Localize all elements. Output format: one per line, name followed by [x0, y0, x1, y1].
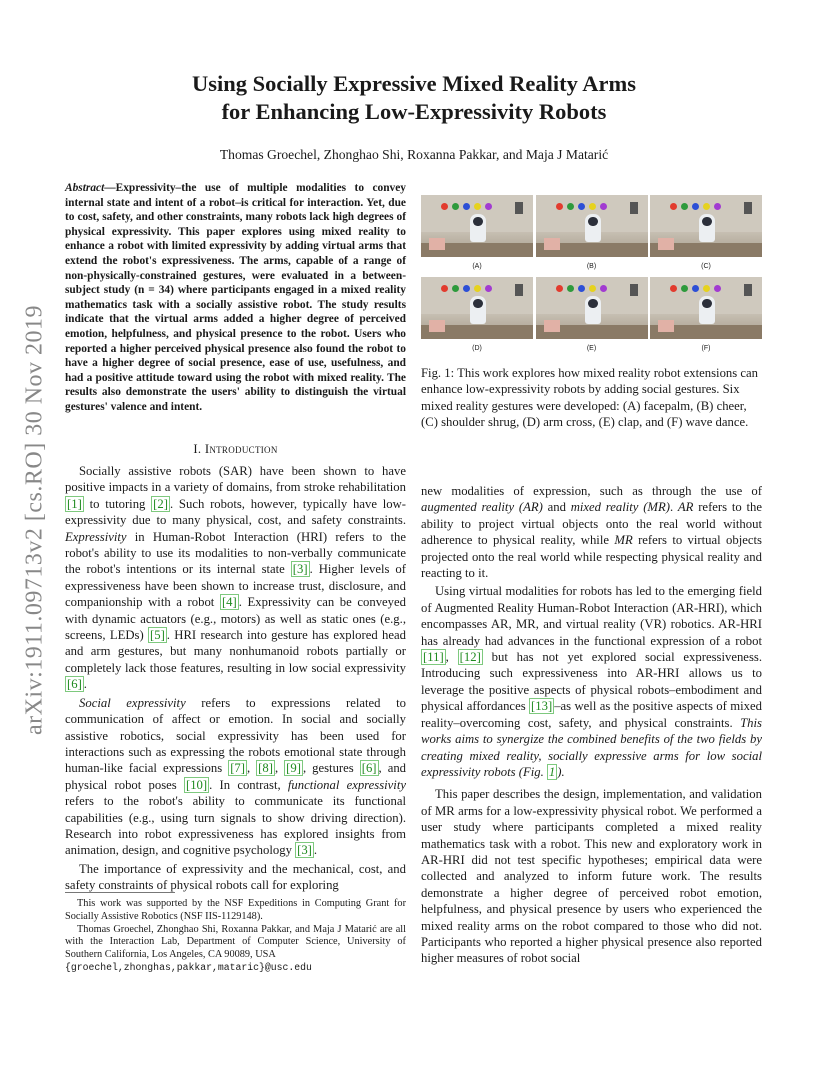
footnote-email: {groechel,zhonghas,pakkar,mataric}@usc.edu: [65, 961, 312, 973]
virtual-ball: [556, 285, 563, 292]
citation-link[interactable]: [5]: [150, 628, 165, 643]
footnote: [65, 898, 406, 975]
right-paragraph-1: new modalities of expression, such as through the use of augmented reality (AR) and mixed reality (MR). AR refers to the ability to project virtual objects onto the real world without adherence to physical reality, while MR refers to virtual objects projected onto the real world while respecting physical reality and reacting to it.: [421, 484, 763, 581]
author-list: Thomas Groechel, Zhonghao Shi, Roxanna Pakkar, and Maja J Matarić: [219, 147, 609, 162]
footnote-affiliation: Thomas Groechel, Zhonghao Shi, Roxanna Pakkar, and Maja J Matarić are all with the Interaction Lab, Department of Computer Science, University of Southern California, Los Angeles, CA 90089, USA: [65, 923, 406, 961]
virtual-ball: [670, 203, 677, 210]
citation-link[interactable]: [8]: [258, 761, 273, 776]
virtual-ball: [692, 203, 699, 210]
abstract-label: Abstract: [65, 182, 105, 194]
virtual-ball: [441, 203, 448, 210]
robot-figure: [585, 296, 601, 324]
abstract-text: —Expressivity–the use of multiple modalities to convey internal state and intent of a robot–is critical for interaction. Yet, due to cost, safety, and other constraints, many robots lack high degrees of physical expressivity. This paper explores using mixed reality to enhance a robot with limited expressivity by adding virtual arms that extend the robot's expressiveness. The arms, capable of a range of non-physically-constrained gestures, were evaluated in a between-subject study (n = 34) where participants engaged in a mixed reality mathematics task with a socially assistive robot. The study results indicate that the virtual arms added a higher degree of perceived emotion, helpfulness, and physical presence to the robot. Users who reported a higher perceived physical presence also found the robot to have a higher degree of social presence, ease of use, usefulness, and had a positive attitude toward using the robot with mixed reality. The results also demonstrate the users' ability to distinguish the virtual gestures' valence and intent.: [65, 182, 406, 413]
virtual-ball: [670, 285, 677, 292]
virtual-ball: [463, 203, 470, 210]
virtual-ball: [556, 203, 563, 210]
virtual-ball: [600, 203, 607, 210]
right-paragraph-3: This paper describes the design, implementation, and validation of MR arms for a low-expressivity physical robot. We performed a user study where participants completed a mixed reality mathematics task with a robot. This new and exploratory work in AR-HRI did not test specific hypotheses; empirical data were collected and analyzed to inform future work. The results demonstrate a higher degree of perceived robot emotion, helpfulness, and physical presence by users who experienced the mixed reality arms on the robot compared to those who did not. Participants who reported a higher physical presence also reported higher measures of robot social: [421, 787, 762, 966]
citation-link[interactable]: [3]: [292, 562, 308, 577]
citation-link[interactable]: [3]: [297, 843, 312, 858]
virtual-ball: [589, 203, 596, 210]
figure-panel-label: (B): [586, 263, 597, 270]
virtual-ball: [578, 285, 585, 292]
robot-figure: [470, 296, 486, 324]
title-line-1: Using Socially Expressive Mixed Reality Arms: [192, 71, 636, 96]
figure-panel-label: (D): [472, 345, 482, 352]
figure-panel-image: [650, 277, 762, 339]
citation-link[interactable]: [6]: [361, 761, 377, 776]
virtual-ball: [692, 285, 699, 292]
virtual-ball: [485, 285, 492, 292]
figure-1: [421, 195, 762, 360]
figure-panel-image: [536, 195, 648, 257]
citation-link[interactable]: [12]: [459, 650, 481, 665]
virtual-ball: [681, 203, 688, 210]
footnote-rule: [65, 892, 175, 893]
citation-link[interactable]: [11]: [423, 650, 444, 665]
virtual-ball: [600, 285, 607, 292]
citation-link[interactable]: [9]: [286, 761, 301, 776]
figure-panel-image: [421, 277, 533, 339]
robot-figure: [699, 296, 715, 324]
figure-panel-label: (E): [586, 345, 597, 352]
virtual-ball: [452, 203, 459, 210]
citation-link[interactable]: [6]: [67, 677, 82, 692]
paper-title: [100, 70, 728, 126]
virtual-ball: [714, 285, 721, 292]
virtual-ball: [567, 285, 574, 292]
virtual-ball: [474, 285, 481, 292]
citation-link[interactable]: [13]: [531, 699, 553, 714]
figure-panel-image: [536, 277, 648, 339]
figure-panel-label: (A): [472, 263, 482, 270]
robot-figure: [585, 214, 601, 242]
introduction-body: [65, 463, 406, 894]
virtual-ball: [714, 203, 721, 210]
robot-figure: [470, 214, 486, 242]
citation-link[interactable]: [1]: [67, 496, 82, 511]
virtual-ball: [441, 285, 448, 292]
title-line-2: for Enhancing Low-Expressivity Robots: [221, 99, 607, 124]
footnote-funding: This work was supported by the NSF Expeditions in Computing Grant for Socially Assistive Robotics (NSF IIS-1129148).: [65, 898, 406, 922]
citation-link[interactable]: [7]: [230, 761, 245, 776]
intro-paragraph-3: The importance of expressivity and the mechanical, cost, and safety constraints of physical robots call for exploring: [65, 861, 406, 893]
citation-link[interactable]: [10]: [185, 777, 208, 792]
abstract: [65, 181, 406, 415]
citation-link[interactable]: [2]: [153, 496, 168, 511]
virtual-ball: [578, 203, 585, 210]
arxiv-sidebar-stamp: [20, 280, 50, 760]
virtual-ball: [463, 285, 470, 292]
figure-reference-link[interactable]: 1: [548, 764, 556, 779]
arxiv-id: arXiv:1911.09713v2 [cs.RO] 30 Nov 2019: [21, 304, 48, 736]
robot-figure: [699, 214, 715, 242]
figure-panel-label: (F): [701, 345, 711, 352]
virtual-ball: [589, 285, 596, 292]
figure-panel-image: [421, 195, 533, 257]
virtual-ball: [703, 285, 710, 292]
virtual-ball: [485, 203, 492, 210]
figure-panel-label: (C): [701, 263, 711, 270]
section-heading-introduction: I. Introduction: [193, 442, 278, 456]
right-paragraph-2: Using virtual modalities for robots has led to the emerging field of Augmented Reality Human-Robot Interaction (AR-HRI), which encompasses AR, MR, and virtual reality (VR) robotics. AR-HRI has already had advances in the functional expression of a robot [11] , [12] but has not yet explored social expressiveness. Introducing such expressiveness into AR-HRI allows us to leverage the positive aspects of physical robots–embodiment and physical affordances [13] –as well as the positive aspects of mixed reality–overcoming cost, safety, and physical constraints. This works aims to synergize the combined benefits of the two fields by creating mixed reality, socially expressive arms for low social expressivity robots (Fig. 1 ).: [421, 584, 762, 779]
virtual-ball: [474, 203, 481, 210]
intro-paragraph-2: Social expressivity refers to expressions related to communication of affect or emotion. In social and socially assistive robotics, social expressivity has been used for interactions such as expressing the robots emotional state through human-like facial expressions [7] , [8] , [9] , gestures [6] , and physical robot poses [10] . In contrast, functional expressivity refers to the robot's ability to communicate its functional capabilities (e.g., using turn signals to show driving direction). Research into robot expressiveness has explored insights from animation, design, and cognitive psychology [3] .: [65, 695, 407, 858]
intro-paragraph-1: Socially assistive robots (SAR) have been shown to have positive impacts in a variety of domains, from stroke rehabilitation [1] to tutoring [2] . Such robots, however, typically have low-expressivity due to many physical, cost, and safety constraints. Expressivity in Human-Robot Interaction (HRI) refers to the robot's ability to use its modalities to non-verbally communicate the robot's intentions or its internal state [3] . Higher levels of expressiveness have been shown to increase trust, disclosure, and companionship with a robot [4] . Expressivity can be conveyed with dynamic actuators (e.g., motors) as well as static ones (e.g., screens, LEDs) [5] . HRI research into gesture has explored head and arm gestures, but many nonhumanoid robots partially or completely lack those features, resulting in low social expressivity [6] .: [65, 464, 406, 692]
virtual-ball: [567, 203, 574, 210]
figure-1-caption: Fig. 1: This work explores how mixed reality robot extensions can enhance low-expressivity robots by adding social gestures. Six mixed reality gestures were developed: (A) facepalm, (B) cheer, (C) shoulder shrug, (D) arm cross, (E) clap, and (F) wave dance.: [421, 366, 758, 430]
virtual-ball: [703, 203, 710, 210]
virtual-ball: [452, 285, 459, 292]
right-column-body: [421, 483, 762, 967]
virtual-ball: [681, 285, 688, 292]
figure-panel-image: [650, 195, 762, 257]
citation-link[interactable]: [4]: [221, 595, 237, 610]
